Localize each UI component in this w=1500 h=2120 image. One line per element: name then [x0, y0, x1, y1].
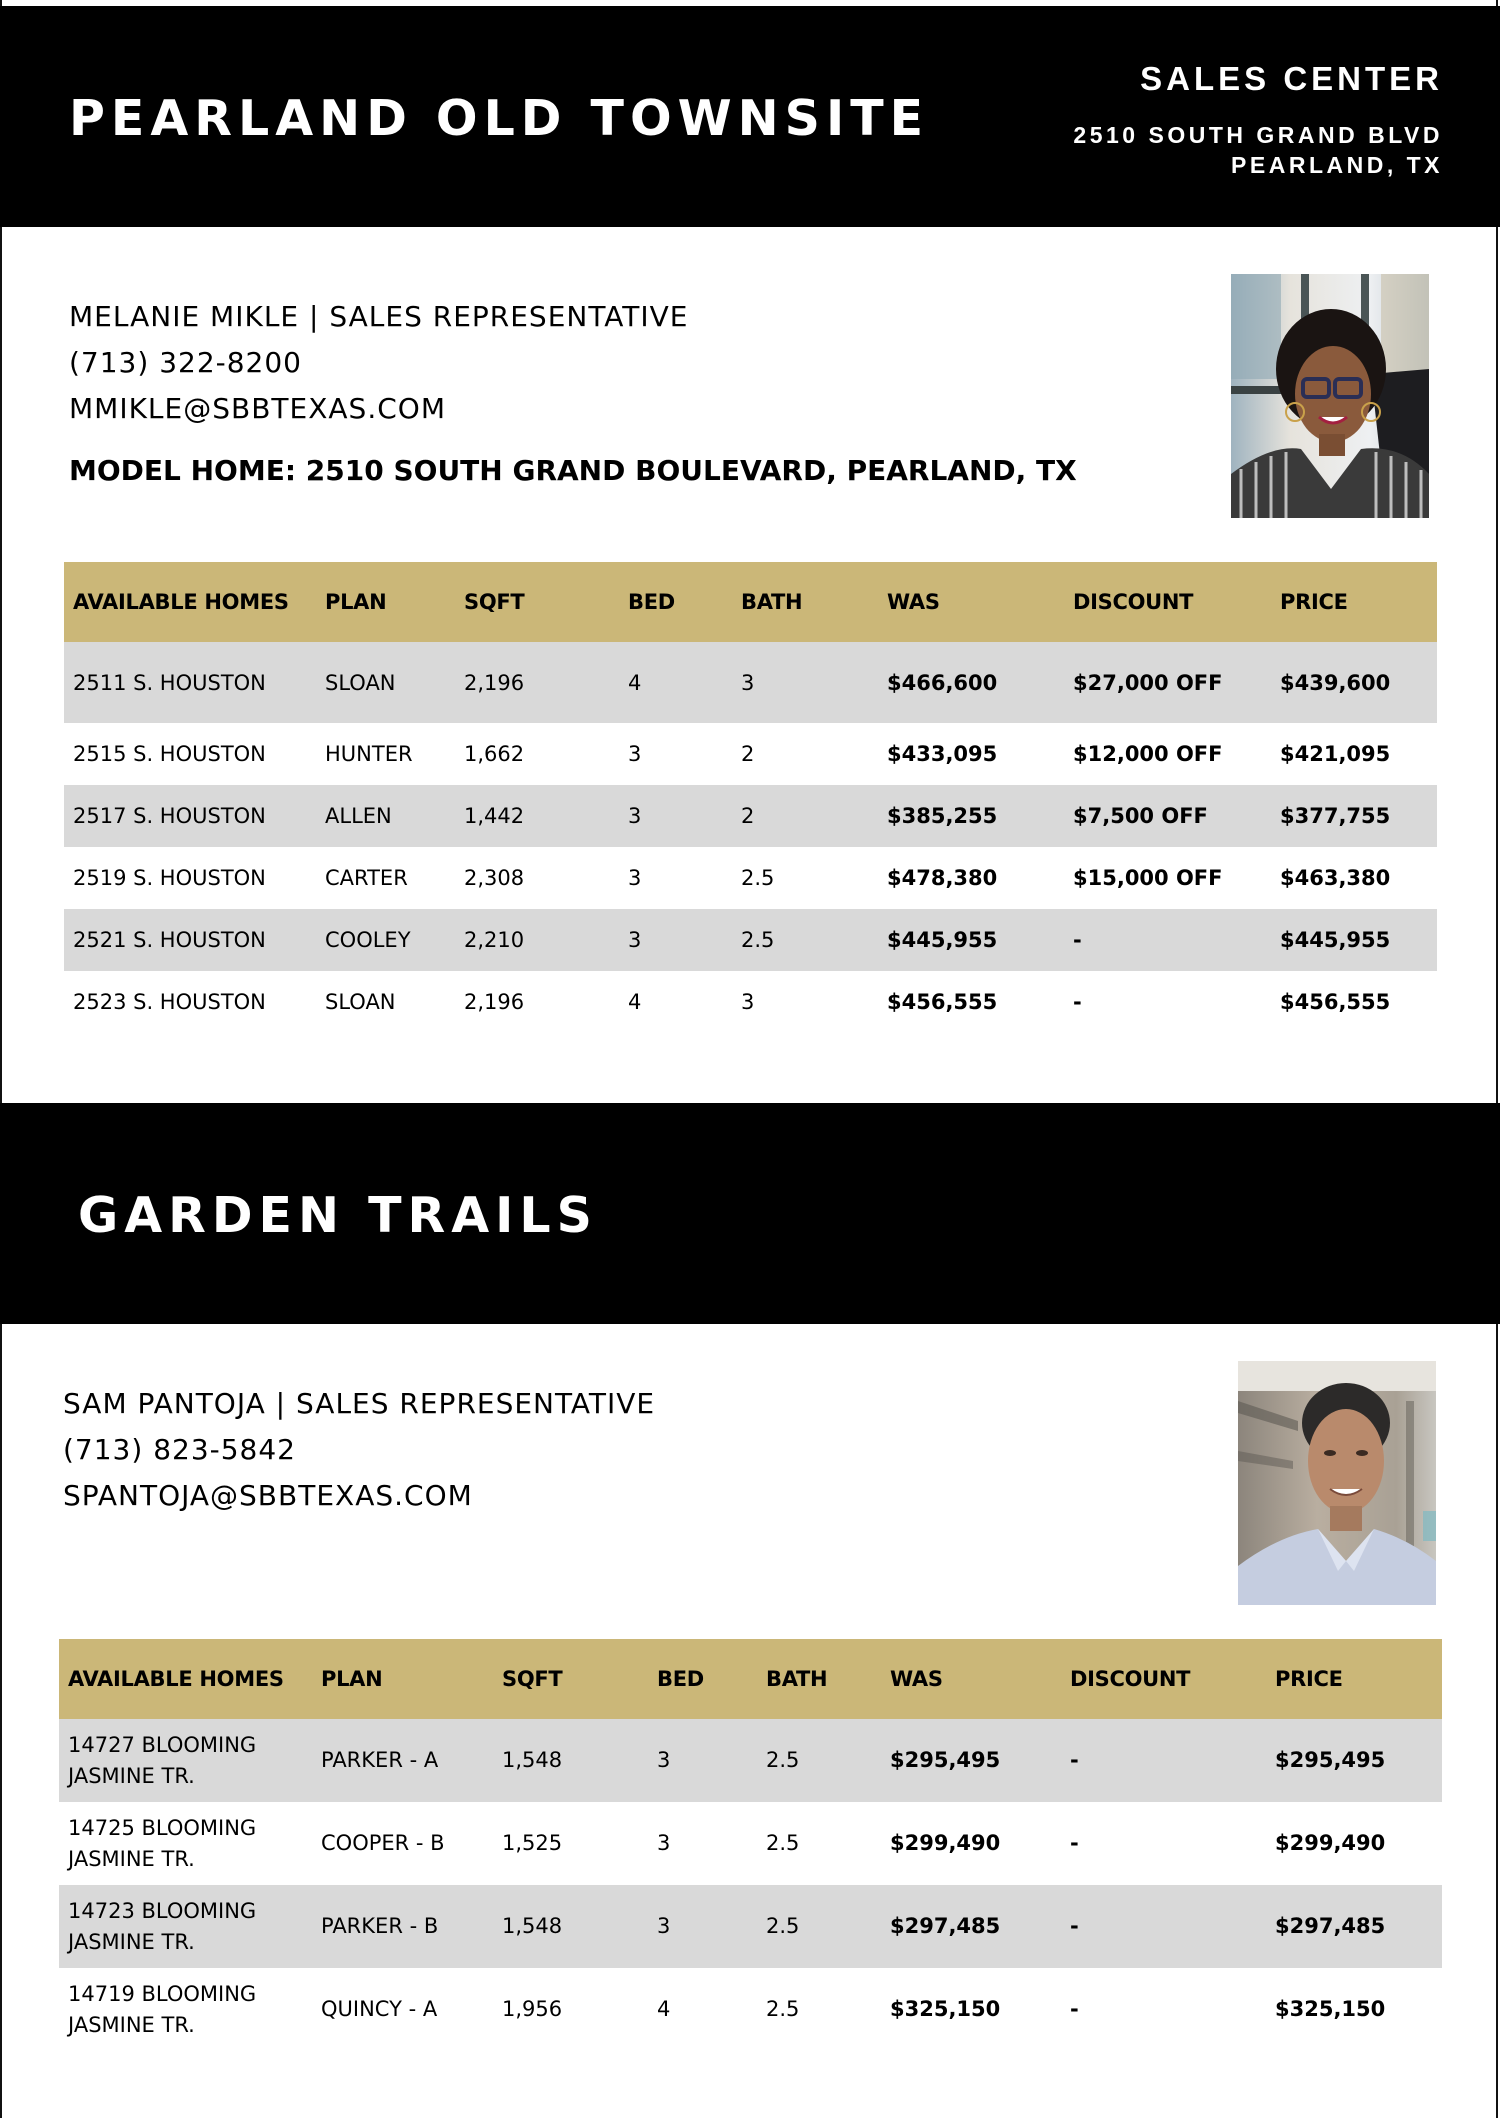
representative-photo-icon	[1238, 1361, 1436, 1605]
cell-bed: 3	[628, 866, 642, 890]
cell-discount: $12,000 OFF	[1073, 742, 1223, 766]
table-row	[59, 1968, 1442, 2051]
cell-address: 14723 BLOOMING JASMINE TR.	[59, 1885, 312, 1968]
cell-plan: PARKER - A	[312, 1719, 493, 1802]
cell-was: $295,495	[881, 1719, 1061, 1802]
cell-was: $445,955	[878, 909, 1064, 971]
table-row	[59, 1802, 1442, 1885]
header-price: PRICE	[1266, 1639, 1442, 1719]
cell-price: $295,495	[1266, 1719, 1442, 1802]
cell-bath: 2	[732, 785, 878, 847]
cell-price: $439,600	[1271, 642, 1437, 723]
cell-discount: -	[1064, 909, 1271, 971]
header-bed: BED	[648, 1639, 757, 1719]
cell-price: $299,490	[1275, 1831, 1386, 1855]
header-plan: PLAN	[316, 562, 455, 642]
rep-email[interactable]: SPANTOJA@SBBTEXAS.COM	[63, 1479, 473, 1512]
header-bath: BATH	[732, 562, 878, 642]
rep-name-role: SAM PANTOJA | SALES REPRESENTATIVE	[63, 1387, 656, 1420]
table-row	[64, 785, 1437, 847]
rep-phone[interactable]: (713) 322-8200	[69, 346, 302, 379]
cell-was: $297,485	[881, 1885, 1061, 1968]
cell-bed: 3	[619, 785, 732, 847]
cell-plan: QUINCY - A	[321, 1997, 438, 2021]
cell-bath: 2.5	[766, 1831, 800, 1855]
cell-plan: SLOAN	[316, 642, 455, 723]
cell-plan: HUNTER	[325, 742, 413, 766]
cell-plan: CARTER	[325, 866, 408, 890]
rep-contact-block	[63, 1381, 655, 1519]
community-title: PEARLAND OLD TOWNSITE	[69, 90, 930, 147]
header-bath: BATH	[757, 1639, 881, 1719]
sales-center-address-line1: 2510 SOUTH GRAND BLVD	[1073, 122, 1443, 148]
cell-bed: 3	[648, 1719, 757, 1802]
table-header-row	[64, 562, 1437, 642]
header-available-homes: AVAILABLE HOMES	[64, 562, 316, 642]
cell-bed: 4	[619, 642, 732, 723]
cell-sqft: 1,525	[502, 1831, 563, 1855]
cell-plan: COOPER - B	[321, 1831, 445, 1855]
cell-price: $377,755	[1271, 785, 1437, 847]
cell-bed: 4	[657, 1997, 671, 2021]
header-discount: DISCOUNT	[1064, 562, 1271, 642]
cell-bed: 3	[657, 1831, 671, 1855]
cell-was: $299,490	[890, 1831, 1001, 1855]
cell-bed: 4	[628, 990, 642, 1014]
cell-was: $385,255	[878, 785, 1064, 847]
cell-plan: SLOAN	[325, 990, 396, 1014]
cell-price: $297,485	[1266, 1885, 1442, 1968]
cell-sqft: 1,956	[502, 1997, 563, 2021]
cell-sqft: 2,308	[464, 866, 525, 890]
representative-photo-icon	[1231, 274, 1429, 518]
cell-discount: -	[1061, 1885, 1266, 1968]
header-plan: PLAN	[312, 1639, 493, 1719]
cell-address: 2519 S. HOUSTON	[73, 866, 266, 890]
header-sqft: SQFT	[455, 562, 619, 642]
header-sqft: SQFT	[493, 1639, 648, 1719]
rep-name-role: MELANIE MIKLE | SALES REPRESENTATIVE	[69, 300, 689, 333]
cell-price: $445,955	[1271, 909, 1437, 971]
available-homes-table-pearland	[64, 562, 1437, 1033]
cell-sqft: 1,548	[493, 1719, 648, 1802]
cell-discount: $27,000 OFF	[1064, 642, 1271, 723]
header-available-homes: AVAILABLE HOMES	[59, 1639, 312, 1719]
community-title: GARDEN TRAILS	[78, 1187, 598, 1244]
cell-bath: 2	[741, 742, 755, 766]
rep-contact-block	[69, 294, 688, 432]
cell-bath: 3	[732, 642, 878, 723]
cell-bed: 3	[619, 909, 732, 971]
table-row	[64, 971, 1437, 1033]
cell-address: 14727 BLOOMING JASMINE TR.	[59, 1719, 312, 1802]
cell-address: 14719 BLOOMING JASMINE TR.	[68, 1981, 257, 2037]
cell-bed: 3	[628, 742, 642, 766]
cell-plan: PARKER - B	[312, 1885, 493, 1968]
cell-discount: -	[1073, 990, 1082, 1014]
cell-was: $456,555	[887, 990, 998, 1014]
cell-plan: COOLEY	[316, 909, 455, 971]
cell-bath: 2.5	[757, 1885, 881, 1968]
cell-address: 2521 S. HOUSTON	[64, 909, 316, 971]
cell-was: $466,600	[878, 642, 1064, 723]
cell-bath: 3	[741, 990, 755, 1014]
header-bed: BED	[619, 562, 732, 642]
header-was: WAS	[881, 1639, 1061, 1719]
cell-was: $325,150	[890, 1997, 1001, 2021]
cell-sqft: 2,196	[455, 642, 619, 723]
cell-discount: $15,000 OFF	[1073, 866, 1223, 890]
garden-trails-banner	[0, 1103, 1500, 1324]
sales-center-title: SALES CENTER	[1140, 60, 1443, 97]
cell-discount: -	[1070, 1831, 1079, 1855]
cell-bath: 2.5	[732, 909, 878, 971]
table-row	[59, 1719, 1442, 1802]
cell-sqft: 1,548	[493, 1885, 648, 1968]
table-row	[64, 642, 1437, 723]
cell-price: $421,095	[1280, 742, 1391, 766]
model-home-address: MODEL HOME: 2510 SOUTH GRAND BOULEVARD, PEARLAND, TX	[69, 454, 1077, 487]
sales-center-block	[1073, 60, 1443, 180]
cell-discount: -	[1061, 1719, 1266, 1802]
cell-address: 2523 S. HOUSTON	[73, 990, 266, 1014]
cell-sqft: 2,210	[455, 909, 619, 971]
cell-bath: 2.5	[741, 866, 775, 890]
cell-plan: ALLEN	[316, 785, 455, 847]
table-header-row	[59, 1639, 1442, 1719]
cell-bath: 2.5	[766, 1997, 800, 2021]
header-was: WAS	[878, 562, 1064, 642]
rep-phone[interactable]: (713) 823-5842	[63, 1433, 296, 1466]
rep-email[interactable]: MMIKLE@SBBTEXAS.COM	[69, 392, 446, 425]
pearland-banner	[0, 6, 1500, 227]
cell-was: $433,095	[887, 742, 998, 766]
table-row	[64, 723, 1437, 785]
cell-was: $478,380	[887, 866, 998, 890]
cell-price: $456,555	[1280, 990, 1391, 1014]
sales-center-address-line2: PEARLAND, TX	[1231, 152, 1443, 178]
available-homes-table-garden-trails	[59, 1639, 1442, 2051]
cell-sqft: 1,442	[455, 785, 619, 847]
cell-price: $463,380	[1280, 866, 1391, 890]
cell-discount: $7,500 OFF	[1064, 785, 1271, 847]
cell-address: 2517 S. HOUSTON	[64, 785, 316, 847]
cell-address: 2511 S. HOUSTON	[64, 642, 316, 723]
cell-sqft: 1,662	[464, 742, 525, 766]
cell-address: 14725 BLOOMING JASMINE TR.	[68, 1815, 257, 1871]
header-price: PRICE	[1271, 562, 1437, 642]
cell-discount: -	[1070, 1997, 1079, 2021]
table-row	[59, 1885, 1442, 1968]
header-discount: DISCOUNT	[1061, 1639, 1266, 1719]
cell-bed: 3	[648, 1885, 757, 1968]
table-row	[64, 847, 1437, 909]
cell-bath: 2.5	[757, 1719, 881, 1802]
cell-address: 2515 S. HOUSTON	[73, 742, 266, 766]
cell-sqft: 2,196	[464, 990, 525, 1014]
cell-price: $325,150	[1275, 1997, 1386, 2021]
table-row	[64, 909, 1437, 971]
